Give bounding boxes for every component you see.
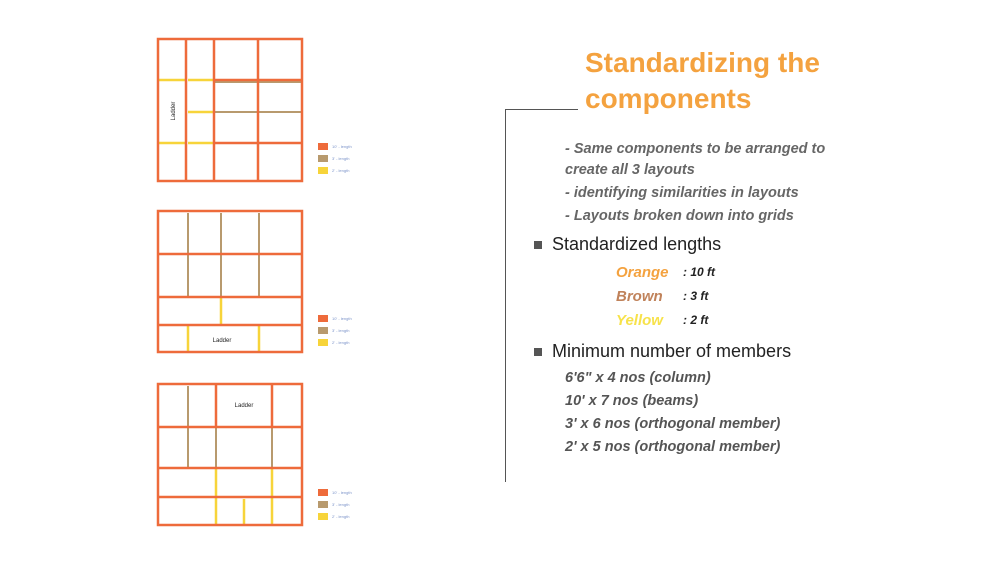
- minimum-members-heading: Minimum number of members: [534, 341, 791, 362]
- brown-swatch: [318, 501, 328, 508]
- yellow-swatch: [318, 167, 328, 174]
- intro-point: - Layouts broken down into grids: [565, 208, 794, 224]
- brown-swatch: [318, 327, 328, 334]
- ladder-label: Ladder: [234, 403, 254, 409]
- member-item: 2' x 5 nos (orthogonal member): [565, 439, 781, 455]
- bracket-horizontal-line: [505, 109, 578, 110]
- length-value: : 3 ft: [683, 289, 709, 303]
- layout-sketch-2: [155, 208, 305, 356]
- length-color-name: Yellow: [616, 311, 663, 329]
- layout-sketch-3: [155, 381, 305, 529]
- layout-grid-2: [155, 208, 305, 356]
- intro-point: - identifying similarities in layouts: [565, 185, 799, 201]
- legend-1: 10' - length 3' - length 2' - length: [318, 140, 378, 176]
- ladder-label: Ladder: [212, 338, 232, 344]
- layout-grid-3: [155, 381, 305, 529]
- brown-swatch: [318, 155, 328, 162]
- ladder-label: Ladder: [171, 101, 177, 121]
- orange-swatch: [318, 315, 328, 322]
- length-color-name: Orange: [616, 263, 669, 281]
- orange-swatch: [318, 489, 328, 496]
- layout-sketch-1: [155, 36, 305, 184]
- standardized-lengths-heading: Standardized lengths: [534, 234, 721, 255]
- member-item: 6'6" x 4 nos (column): [565, 370, 711, 386]
- intro-point: create all 3 layouts: [565, 162, 695, 178]
- square-bullet-icon: [534, 348, 542, 356]
- square-bullet-icon: [534, 241, 542, 249]
- layout-grid-1: [155, 36, 305, 184]
- length-row-orange: [616, 260, 715, 284]
- intro-point: - Same components to be arranged to: [565, 141, 826, 157]
- length-row-brown: [616, 284, 708, 308]
- title-line-2: components: [585, 83, 752, 114]
- legend-3: 10' - length 3' - length 2' - length: [318, 486, 378, 522]
- orange-swatch: [318, 143, 328, 150]
- bracket-vertical-line: [505, 109, 506, 482]
- length-row-yellow: [616, 308, 708, 332]
- intro-points: [565, 139, 825, 228]
- member-item: 10' x 7 nos (beams): [565, 393, 699, 409]
- legend-2: 10' - length 3' - length 2' - length: [318, 312, 378, 348]
- length-color-name: Brown: [616, 287, 663, 305]
- member-item: 3' x 6 nos (orthogonal member): [565, 416, 781, 432]
- page-title: [585, 45, 820, 117]
- members-list: [565, 367, 780, 459]
- length-value: : 10 ft: [683, 265, 716, 279]
- yellow-swatch: [318, 339, 328, 346]
- length-value: : 2 ft: [683, 313, 709, 327]
- title-line-1: Standardizing the: [585, 47, 820, 78]
- yellow-swatch: [318, 513, 328, 520]
